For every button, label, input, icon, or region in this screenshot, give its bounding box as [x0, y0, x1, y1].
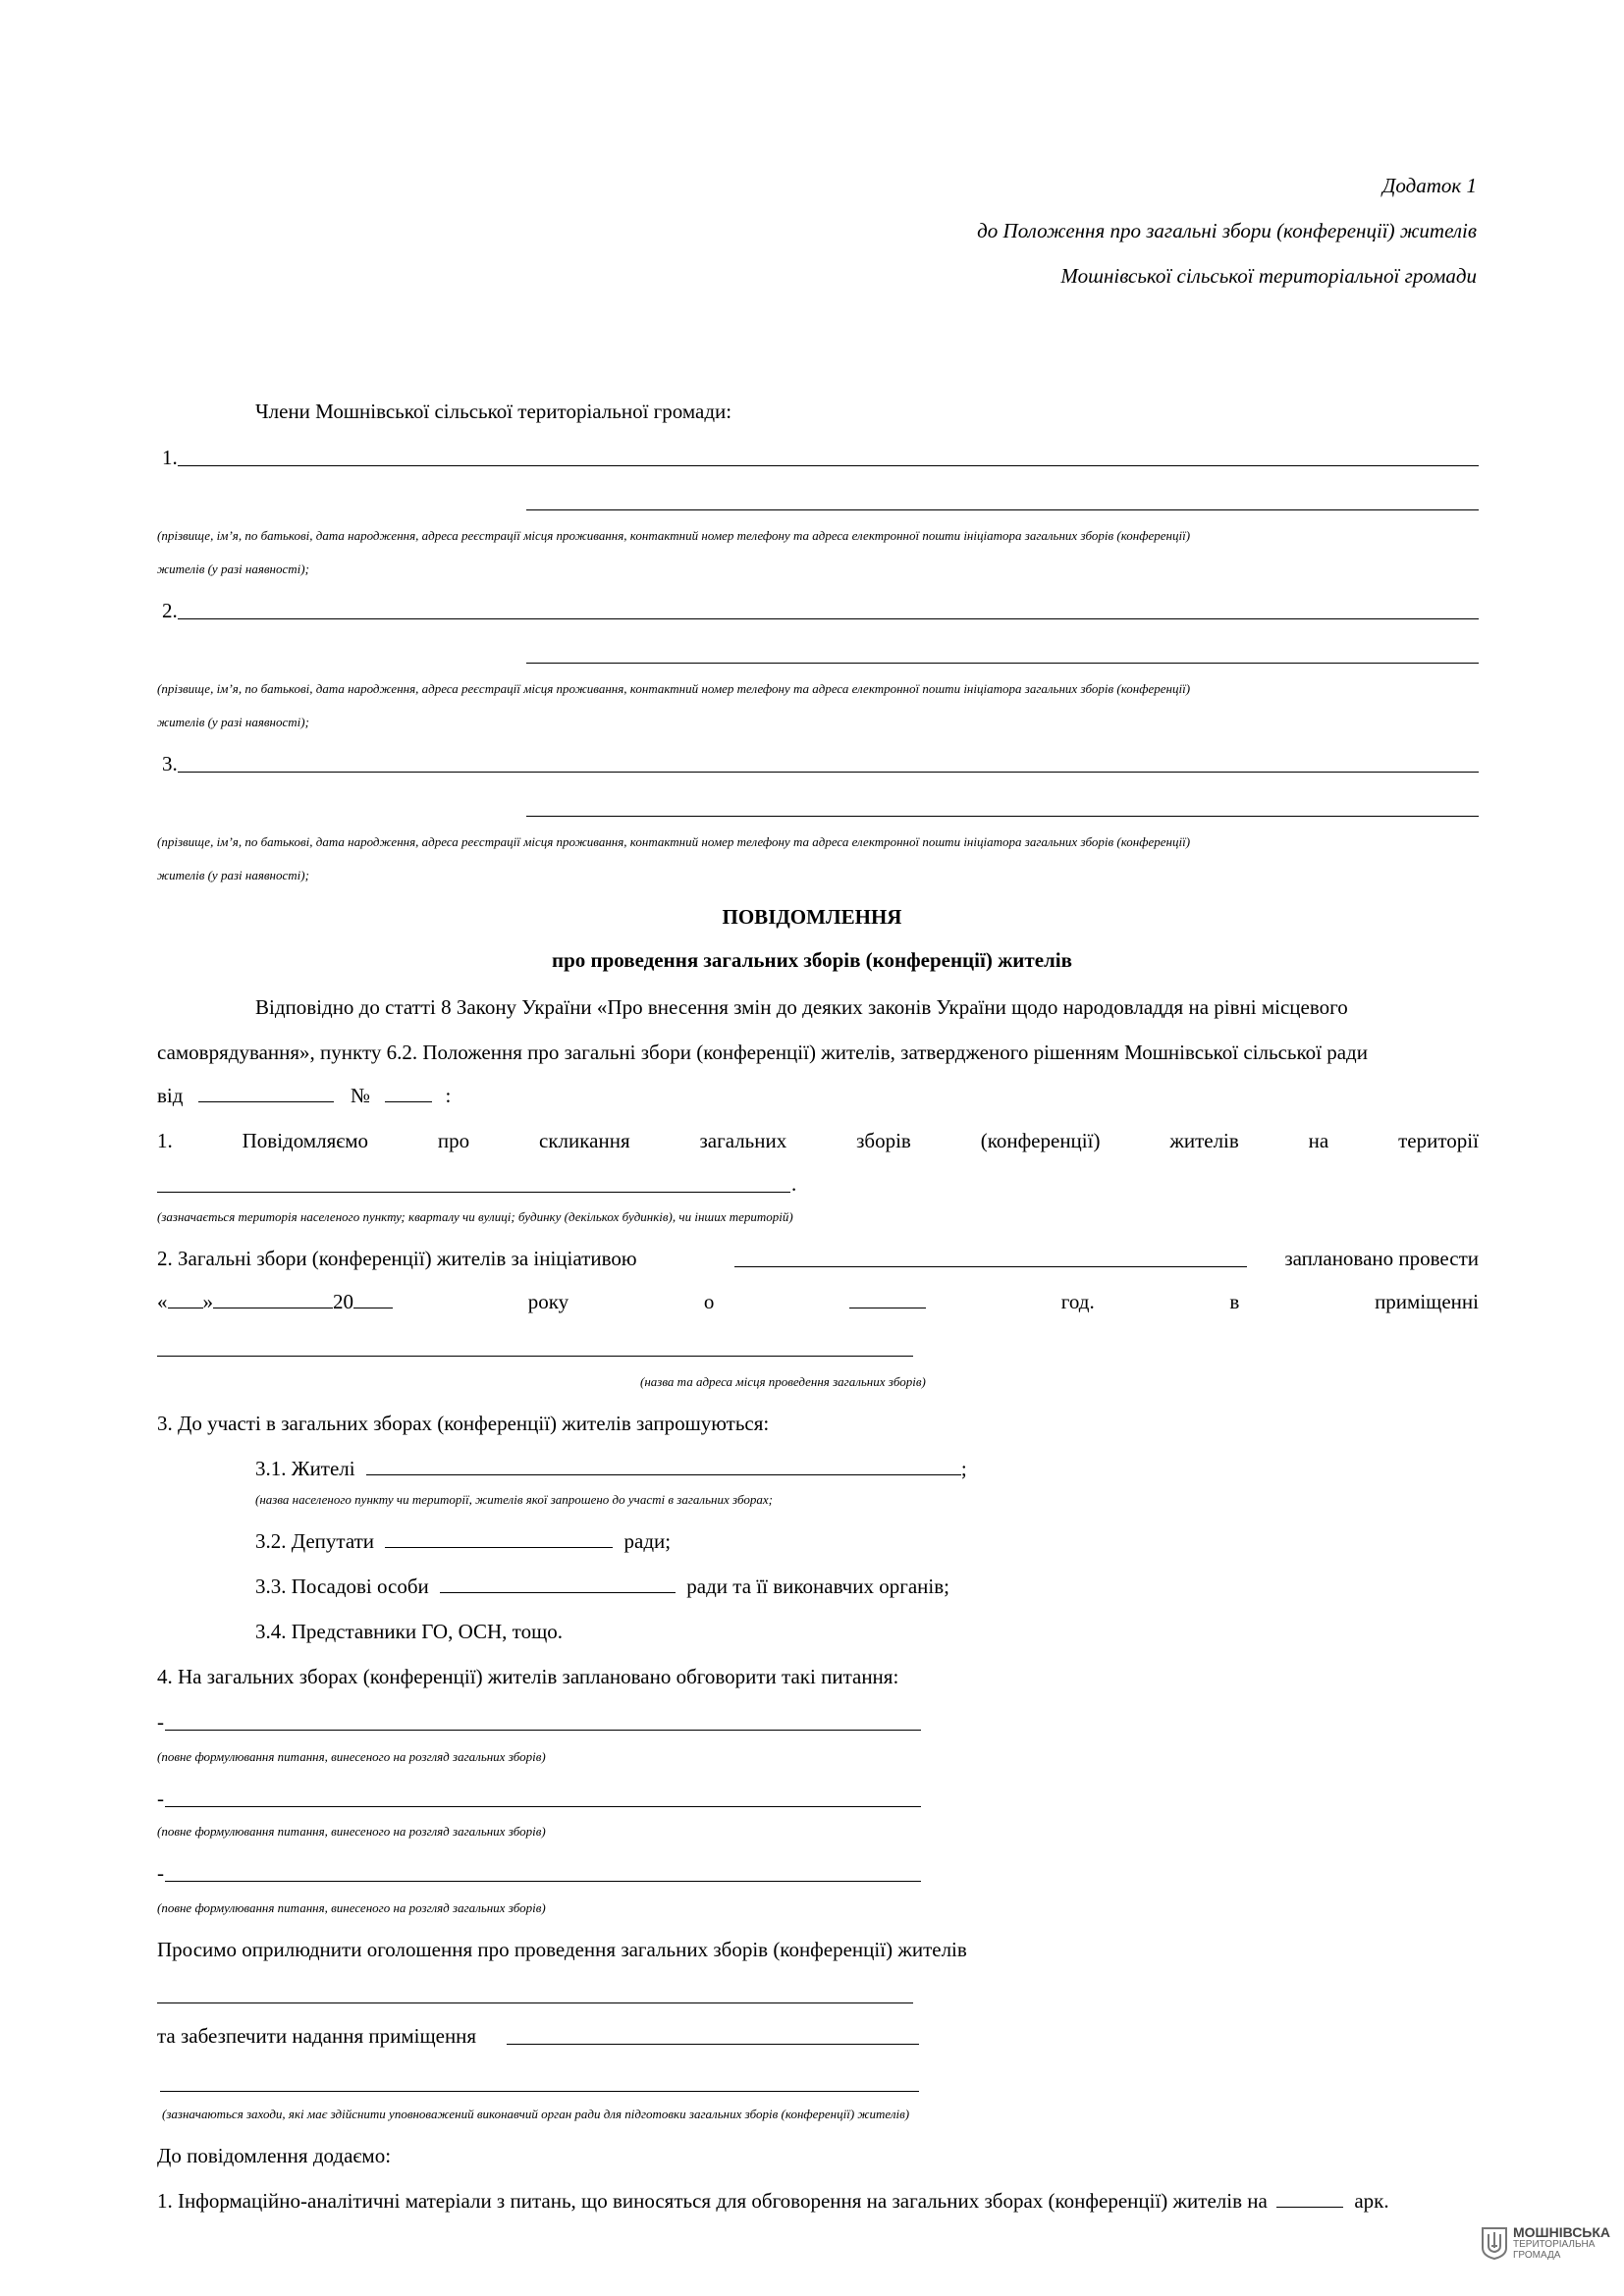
- year-field[interactable]: [353, 1290, 393, 1308]
- day-field[interactable]: [168, 1290, 203, 1308]
- member-1-line[interactable]: [178, 465, 1479, 466]
- premises-field[interactable]: [507, 2044, 919, 2045]
- member-2-hint: (прізвище, ім’я, по батькові, дата народження, адреса реєстрації місця проживання, контактний номер телефону та адреса електронної пошти ініціатора загальних зборів (конференції): [157, 681, 1191, 696]
- venue-hint: (назва та адреса місця проведення загальних зборів): [640, 1374, 926, 1389]
- time-field[interactable]: [849, 1290, 926, 1308]
- member-1-hint-2: жителів (у разі наявності);: [157, 561, 309, 576]
- residents-field[interactable]: [366, 1457, 961, 1475]
- territory-hint: (зазначається територія населеного пункту; кварталу чи вулиці; будинку (декількох будинків), чи інших територій): [157, 1209, 793, 1224]
- item-1-word: зборів: [856, 1129, 911, 1152]
- question-1-field[interactable]: [165, 1730, 921, 1731]
- from-label: від: [157, 1084, 184, 1107]
- month-field[interactable]: [213, 1290, 333, 1308]
- territory-end: .: [791, 1172, 797, 1196]
- measures-hint: (зазначаються заходи, які має здійснити уповноважений виконавчий орган ради для підготовки загальних зборів (конференції) жителів): [162, 2107, 910, 2121]
- residents-label: 3.1. Жителі: [255, 1457, 355, 1480]
- meeting-datetime-row: [157, 1290, 1479, 1314]
- legal-basis-line-2: самоврядування», пункту 6.2. Положення про загальні збори (конференції) жителів, затвердженого рішенням Мошнівської сільської ради: [157, 1041, 1368, 1064]
- member-3-hint-2: жителів (у разі наявності);: [157, 868, 309, 882]
- member-2-hint-2: жителів (у разі наявності);: [157, 715, 309, 729]
- member-1-hint: (прізвище, ім’я, по батькові, дата народження, адреса реєстрації місця проживання, контактний номер телефону та адреса електронної пошти ініціатора загальних зборів (конференції): [157, 528, 1191, 543]
- item-1-word: 1.: [157, 1129, 173, 1152]
- premises-request: та забезпечити надання приміщення: [157, 2024, 477, 2048]
- item-3-heading: 3. До участі в загальних зборах (конференції) жителів запрошуються:: [157, 1412, 770, 1435]
- appendix-number: Додаток 1: [1382, 174, 1477, 197]
- member-2-number: 2.: [162, 599, 178, 622]
- item-1-word: території: [1398, 1129, 1479, 1152]
- officials-field[interactable]: [440, 1575, 676, 1593]
- member-3-line-2[interactable]: [526, 816, 1479, 817]
- meeting-date: [157, 1290, 393, 1314]
- question-3-dash: -: [157, 1861, 164, 1885]
- question-3-field[interactable]: [165, 1881, 921, 1882]
- logo-line-1: МОШНІВСЬКА: [1513, 2224, 1611, 2240]
- colon: :: [445, 1084, 452, 1107]
- decision-number-field[interactable]: [385, 1084, 432, 1102]
- publish-field[interactable]: [157, 2002, 913, 2003]
- logo-line-2: ТЕРИТОРІАЛЬНА: [1513, 2239, 1596, 2250]
- deputies-end: ради;: [623, 1529, 672, 1553]
- question-2-field[interactable]: [165, 1806, 921, 1807]
- attachments-heading: До повідомлення додаємо:: [157, 2144, 392, 2167]
- number-sign: №: [350, 1084, 370, 1107]
- representatives-row: 3.4. Представники ГО, ОСН, тощо.: [255, 1620, 564, 1643]
- year-word: року: [527, 1290, 569, 1313]
- quote-open: «: [157, 1290, 168, 1313]
- venue-field[interactable]: [157, 1356, 913, 1357]
- attachment-1: [157, 2189, 1389, 2214]
- item-4-heading: 4. На загальних зборах (конференції) жителів заплановано обговорити такі питання:: [157, 1665, 899, 1688]
- member-3-line[interactable]: [178, 772, 1479, 773]
- member-2-line[interactable]: [178, 618, 1479, 619]
- member-3-number: 3.: [162, 752, 178, 775]
- publish-request: Просимо оприлюднити оголошення про проведення загальних зборів (конференції) жителів: [157, 1938, 967, 1961]
- item-1-word: загальних: [699, 1129, 787, 1152]
- notice-subtitle: про проведення загальних зборів (конференції) жителів: [552, 948, 1072, 972]
- quote-close: »: [202, 1290, 213, 1313]
- item-1-word: Повідомляємо: [242, 1129, 369, 1152]
- attachment-1-text: 1. Інформаційно-аналітичні матеріали з питань, що виносяться для обговорення на загальних зборах (конференції) жителів на: [157, 2189, 1268, 2213]
- measures-field[interactable]: [160, 2091, 919, 2092]
- deputies-field[interactable]: [385, 1529, 613, 1548]
- item-1-word: про: [437, 1129, 470, 1152]
- sheets-unit: арк.: [1354, 2189, 1389, 2213]
- item-2-end: заплановано провести: [1284, 1247, 1479, 1270]
- member-3-hint: (прізвище, ім’я, по батькові, дата народження, адреса реєстрації місця проживання, контактний номер телефону та адреса електронної пошти ініціатора загальних зборів (конференції): [157, 834, 1191, 849]
- item-1-word: жителів: [1169, 1129, 1239, 1152]
- decision-date-field[interactable]: [198, 1084, 334, 1102]
- member-1-line-2[interactable]: [526, 509, 1479, 510]
- sheets-field[interactable]: [1276, 2189, 1343, 2208]
- community-logo: [1481, 2225, 1610, 2261]
- residents-hint: (назва населеного пункту чи території, жителів якої запрошено до участі в загальних зборах;: [255, 1492, 774, 1507]
- member-1-number: 1.: [162, 446, 178, 469]
- residents-row: [255, 1457, 967, 1481]
- member-2-line-2[interactable]: [526, 663, 1479, 664]
- question-2-hint: (повне формулювання питання, винесеного на розгляд загальних зборів): [157, 1824, 546, 1839]
- at-word: о: [703, 1290, 715, 1313]
- appendix-reference: до Положення про загальні збори (конференції) жителів: [977, 219, 1477, 242]
- officials-label: 3.3. Посадові особи: [255, 1575, 429, 1598]
- appendix-community: Мошнівської сільської територіальної громади: [1060, 264, 1477, 288]
- territory-field[interactable]: [157, 1192, 790, 1193]
- legal-basis-line-1: Відповідно до статті 8 Закону України «Про внесення змін до деяких законів України щодо народовладдя на рівні місцевого: [255, 995, 1348, 1019]
- hour-word: год.: [1060, 1290, 1095, 1313]
- officials-row: [255, 1575, 949, 1599]
- initiator-field[interactable]: [734, 1266, 1247, 1267]
- notice-title: ПОВІДОМЛЕННЯ: [722, 905, 902, 929]
- question-3-hint: (повне формулювання питання, винесеного на розгляд загальних зборів): [157, 1900, 546, 1915]
- members-intro: Члени Мошнівської сільської територіальної громади:: [255, 400, 732, 423]
- trident-icon: [1481, 2226, 1508, 2260]
- item-1-word: (конференції): [980, 1129, 1101, 1152]
- deputies-label: 3.2. Депутати: [255, 1529, 375, 1553]
- question-1-hint: (повне формулювання питання, винесеного на розгляд загальних зборів): [157, 1749, 546, 1764]
- item-1-word: скликання: [539, 1129, 630, 1152]
- in-word: в: [1229, 1290, 1240, 1313]
- item-1-word: на: [1308, 1129, 1329, 1152]
- question-2-dash: -: [157, 1787, 164, 1810]
- premises-word: приміщенні: [1375, 1290, 1479, 1313]
- item-2-start: 2. Загальні збори (конференції) жителів за ініціативою: [157, 1247, 637, 1270]
- decision-date-row: [157, 1084, 451, 1108]
- residents-end: ;: [960, 1457, 967, 1480]
- officials-end: ради та її виконавчих органів;: [686, 1575, 949, 1598]
- year-prefix: 20: [333, 1290, 353, 1313]
- logo-line-3: ГРОМАДА: [1513, 2250, 1561, 2261]
- question-1-dash: -: [157, 1710, 164, 1734]
- item-1-line: [157, 1129, 1479, 1153]
- deputies-row: [255, 1529, 671, 1554]
